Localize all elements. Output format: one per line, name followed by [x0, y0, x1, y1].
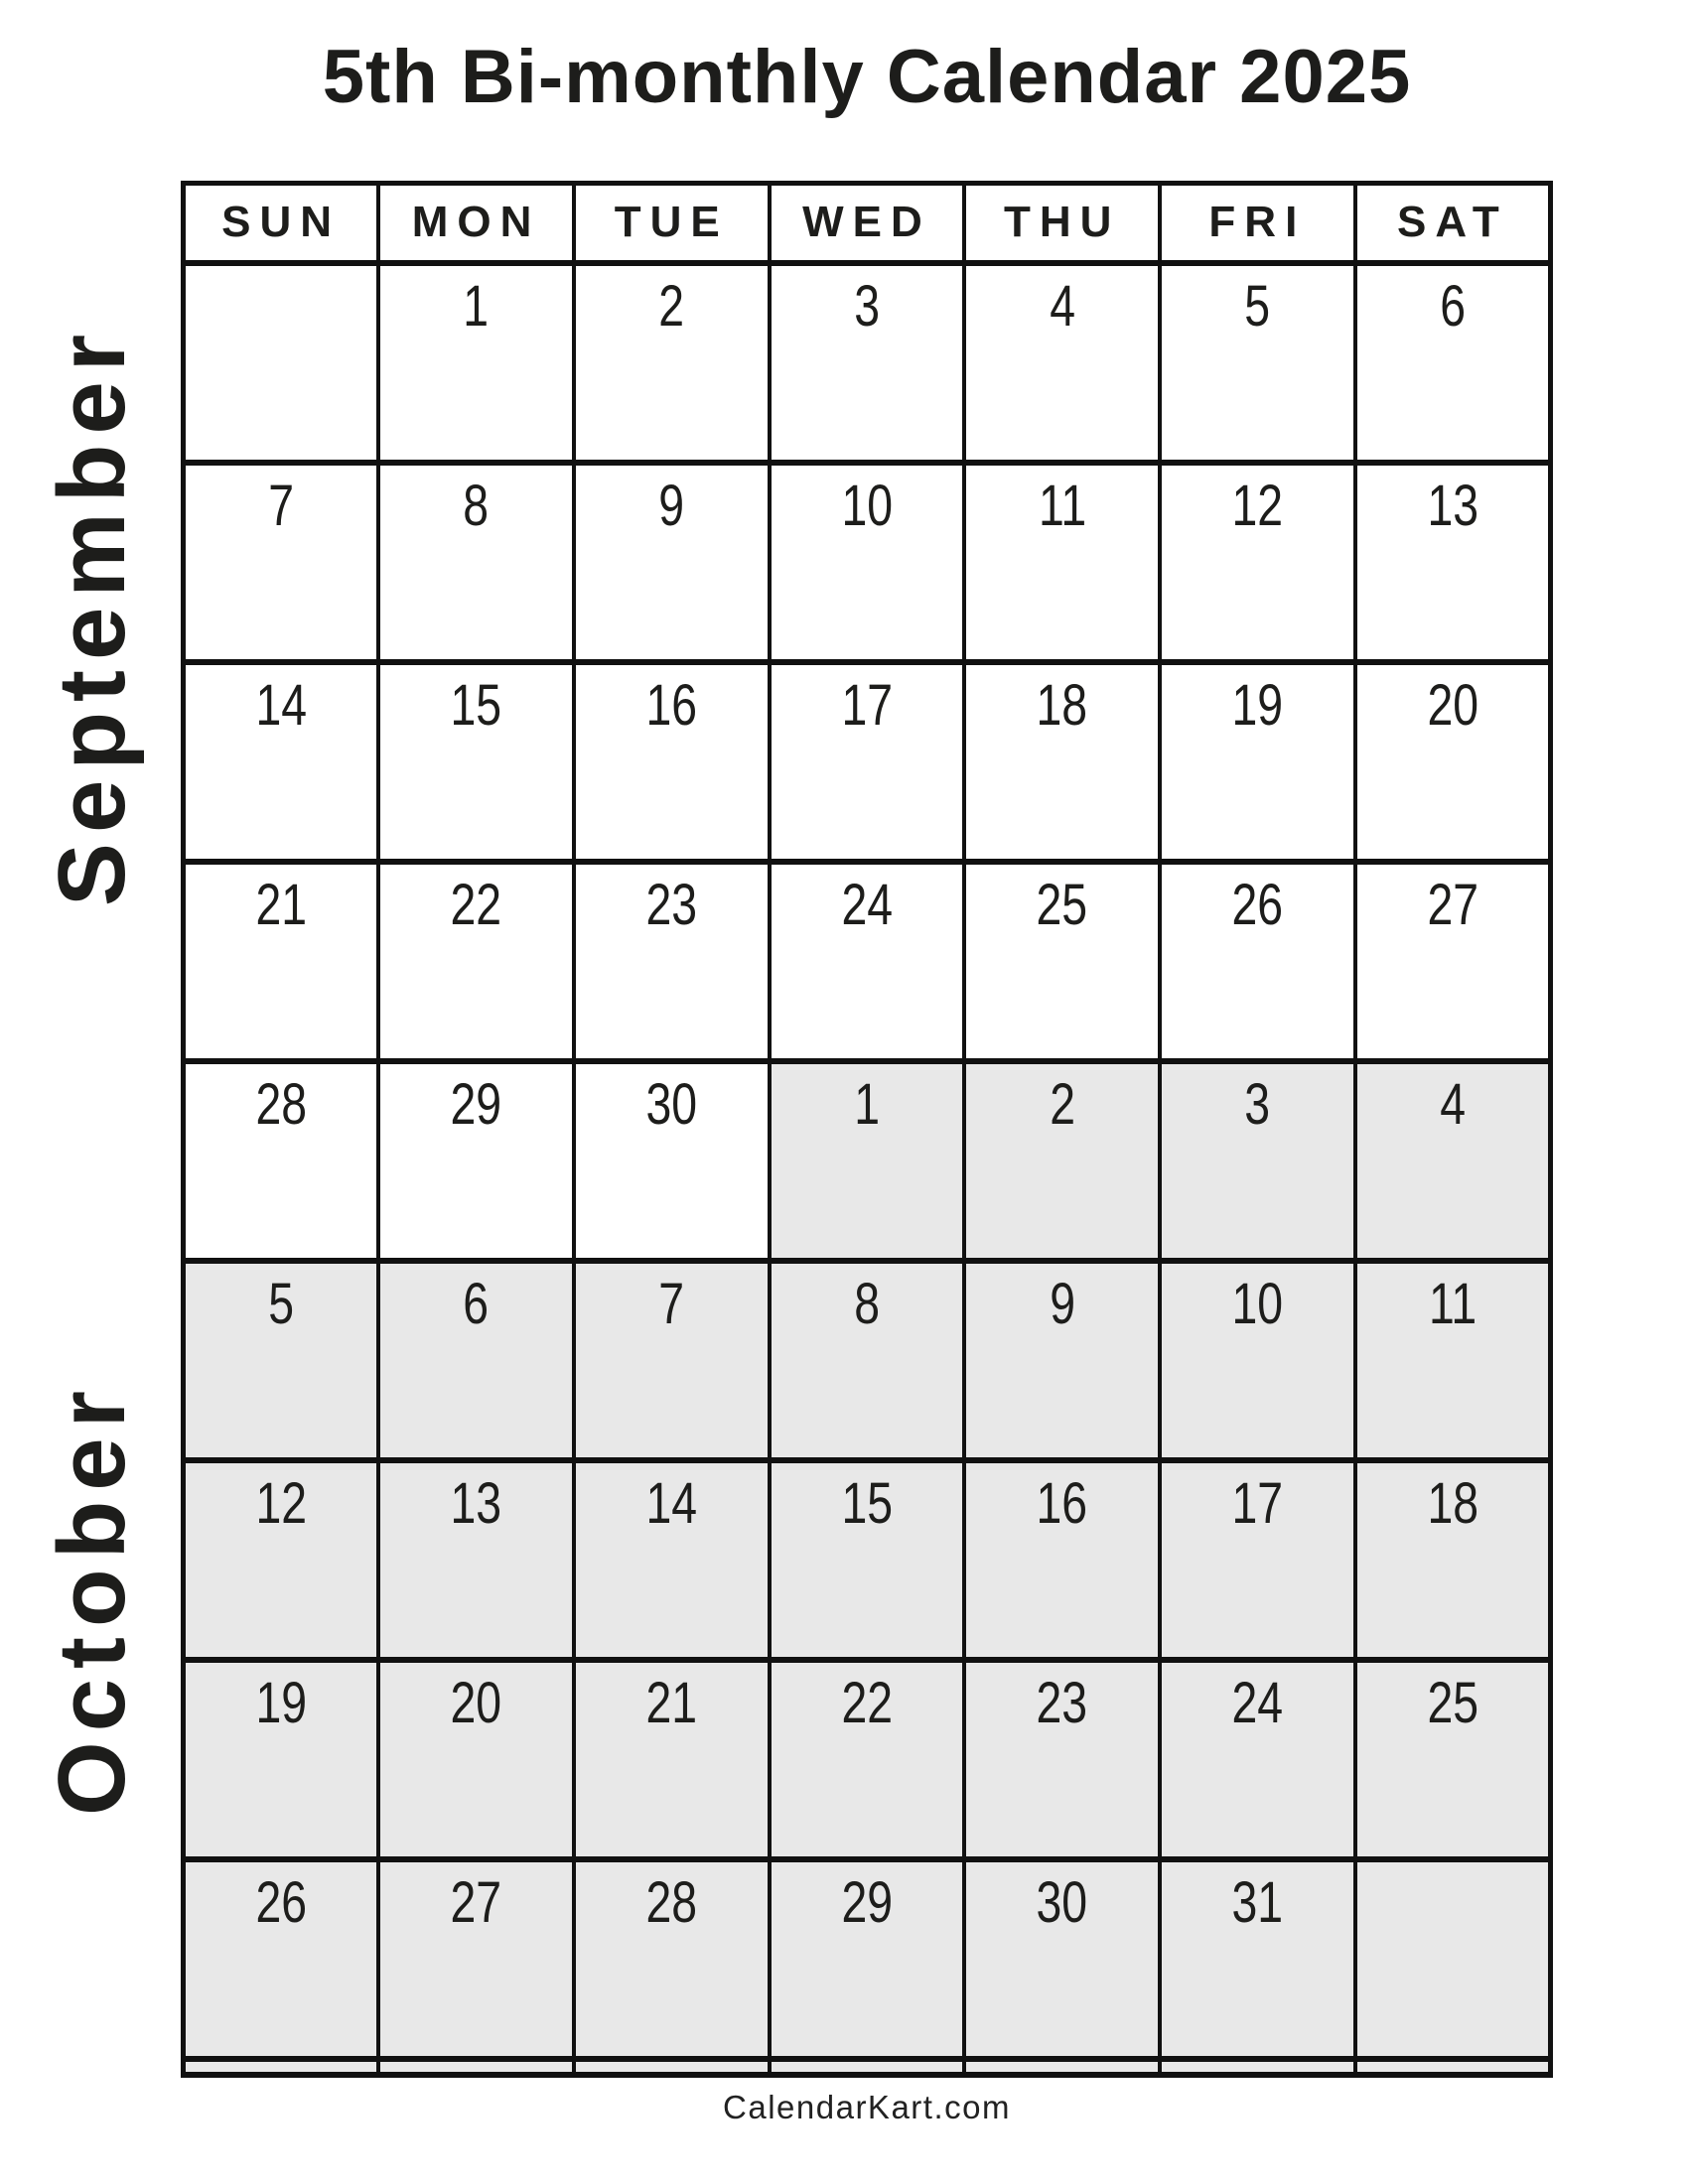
day-cell-october-12	[184, 1460, 379, 1660]
day-cell-october-7	[574, 1261, 770, 1460]
day-cell-september-23	[574, 862, 770, 1061]
day-number: 21	[255, 872, 307, 937]
day-cell-september-27	[1355, 862, 1551, 1061]
day-number: 7	[268, 473, 295, 538]
day-number: 15	[450, 672, 502, 738]
day-number: 28	[255, 1071, 307, 1137]
day-number: 8	[854, 1271, 880, 1336]
day-number: 4	[1049, 273, 1075, 339]
day-cell-september-25	[964, 862, 1160, 1061]
day-number: 6	[1439, 273, 1466, 339]
day-cell-empty	[1160, 2059, 1355, 2075]
day-cell-september-14	[184, 662, 379, 862]
day-cell-october-13	[378, 1460, 574, 1660]
day-number: 13	[1427, 473, 1478, 538]
day-cell-september-1	[378, 263, 574, 463]
weekday-header-thu: THU	[964, 184, 1160, 263]
day-cell-october-15	[770, 1460, 965, 1660]
day-cell-october-5	[184, 1261, 379, 1460]
weekday-header-fri: FRI	[1160, 184, 1355, 263]
day-cell-empty	[378, 2059, 574, 2075]
day-number: 29	[450, 1071, 502, 1137]
page-title: 5th Bi-monthly Calendar 2025	[322, 35, 1412, 119]
day-number: 23	[1036, 1670, 1088, 1735]
week-row	[184, 1261, 1551, 1460]
day-cell-empty	[184, 2059, 379, 2075]
day-number: 28	[645, 1870, 698, 1935]
day-number: 16	[645, 672, 698, 738]
week-row	[184, 2059, 1551, 2075]
week-row	[184, 263, 1551, 463]
week-row	[184, 463, 1551, 662]
day-number: 6	[463, 1271, 490, 1336]
weekday-header-wed: WED	[770, 184, 965, 263]
day-cell-september-13	[1355, 463, 1551, 662]
day-number: 5	[1244, 273, 1271, 339]
day-cell-empty	[964, 2059, 1160, 2075]
weekday-header-tue: TUE	[574, 184, 770, 263]
day-number: 1	[854, 1071, 880, 1137]
day-cell-september-10	[770, 463, 965, 662]
day-number: 18	[1036, 672, 1088, 738]
week-row	[184, 1660, 1551, 1859]
week-row	[184, 1859, 1551, 2059]
day-cell-empty	[1355, 1859, 1551, 2059]
day-number: 27	[450, 1870, 502, 1935]
day-number: 30	[1036, 1870, 1088, 1935]
day-cell-october-3	[1160, 1061, 1355, 1261]
day-cell-october-9	[964, 1261, 1160, 1460]
day-number: 3	[1244, 1071, 1271, 1137]
day-cell-october-30	[964, 1859, 1160, 2059]
day-number: 11	[1428, 1271, 1477, 1336]
day-number: 1	[463, 273, 490, 339]
day-cell-september-19	[1160, 662, 1355, 862]
day-number: 19	[255, 1670, 307, 1735]
day-number: 11	[1038, 473, 1086, 538]
day-cell-september-29	[378, 1061, 574, 1261]
day-cell-september-24	[770, 862, 965, 1061]
day-number: 10	[841, 473, 893, 538]
day-number: 14	[255, 672, 307, 738]
week-row	[184, 1061, 1551, 1261]
day-cell-empty	[1355, 2059, 1551, 2075]
day-cell-empty	[770, 2059, 965, 2075]
month-label-september: September	[39, 324, 145, 907]
day-number: 10	[1231, 1271, 1284, 1336]
day-cell-october-27	[378, 1859, 574, 2059]
day-number: 22	[450, 872, 502, 937]
day-number: 20	[450, 1670, 502, 1735]
day-cell-september-20	[1355, 662, 1551, 862]
day-cell-september-9	[574, 463, 770, 662]
day-cell-october-18	[1355, 1460, 1551, 1660]
day-cell-october-14	[574, 1460, 770, 1660]
day-cell-october-10	[1160, 1261, 1355, 1460]
day-number: 24	[1231, 1670, 1284, 1735]
day-cell-october-26	[184, 1859, 379, 2059]
weekday-header-mon: MON	[378, 184, 574, 263]
day-number: 16	[1036, 1470, 1088, 1536]
day-number: 26	[255, 1870, 307, 1935]
day-number: 31	[1231, 1870, 1284, 1935]
day-cell-october-4	[1355, 1061, 1551, 1261]
day-cell-october-21	[574, 1660, 770, 1859]
day-cell-september-11	[964, 463, 1160, 662]
day-number: 5	[268, 1271, 295, 1336]
day-cell-october-22	[770, 1660, 965, 1859]
day-number: 19	[1231, 672, 1284, 738]
day-number: 21	[645, 1670, 698, 1735]
day-number: 14	[645, 1470, 698, 1536]
day-number: 27	[1427, 872, 1478, 937]
day-cell-october-20	[378, 1660, 574, 1859]
day-cell-september-3	[770, 263, 965, 463]
day-number: 9	[658, 473, 685, 538]
day-cell-september-17	[770, 662, 965, 862]
day-number: 22	[841, 1670, 893, 1735]
day-number: 2	[658, 273, 685, 339]
day-cell-october-25	[1355, 1660, 1551, 1859]
day-cell-october-28	[574, 1859, 770, 2059]
day-cell-september-26	[1160, 862, 1355, 1061]
footer-site-name: CalendarKart.com	[723, 2089, 1011, 2125]
day-cell-october-1	[770, 1061, 965, 1261]
day-number: 24	[841, 872, 893, 937]
day-cell-september-5	[1160, 263, 1355, 463]
day-number: 29	[841, 1870, 893, 1935]
day-cell-september-28	[184, 1061, 379, 1261]
day-cell-september-7	[184, 463, 379, 662]
day-number: 17	[1231, 1470, 1284, 1536]
week-row	[184, 662, 1551, 862]
day-number: 4	[1439, 1071, 1466, 1137]
day-number: 17	[841, 672, 893, 738]
day-cell-september-4	[964, 263, 1160, 463]
day-cell-october-2	[964, 1061, 1160, 1261]
bimonthly-calendar-table	[181, 181, 1553, 2078]
day-cell-september-8	[378, 463, 574, 662]
day-number: 25	[1427, 1670, 1478, 1735]
day-number: 13	[450, 1470, 502, 1536]
day-cell-september-21	[184, 862, 379, 1061]
week-row	[184, 862, 1551, 1061]
day-number: 23	[645, 872, 698, 937]
day-cell-september-12	[1160, 463, 1355, 662]
day-cell-october-17	[1160, 1460, 1355, 1660]
day-cell-october-16	[964, 1460, 1160, 1660]
weekday-header-sun: SUN	[184, 184, 379, 263]
day-cell-september-15	[378, 662, 574, 862]
day-number: 2	[1049, 1071, 1075, 1137]
day-cell-september-6	[1355, 263, 1551, 463]
day-number: 7	[658, 1271, 685, 1336]
day-cell-october-6	[378, 1261, 574, 1460]
week-row	[184, 1460, 1551, 1660]
day-number: 8	[463, 473, 490, 538]
day-cell-september-22	[378, 862, 574, 1061]
day-cell-september-30	[574, 1061, 770, 1261]
month-label-october: October	[39, 1380, 145, 1817]
day-number: 26	[1231, 872, 1284, 937]
day-number: 15	[841, 1470, 893, 1536]
day-number: 12	[255, 1470, 307, 1536]
weekday-header-sat: SAT	[1355, 184, 1551, 263]
weekday-header-row	[184, 184, 1551, 263]
day-cell-october-8	[770, 1261, 965, 1460]
day-number: 3	[854, 273, 880, 339]
day-cell-october-23	[964, 1660, 1160, 1859]
day-number: 12	[1231, 473, 1284, 538]
day-cell-october-11	[1355, 1261, 1551, 1460]
day-number: 18	[1427, 1470, 1478, 1536]
day-number: 30	[645, 1071, 698, 1137]
day-cell-empty	[574, 2059, 770, 2075]
day-cell-september-18	[964, 662, 1160, 862]
day-number: 9	[1049, 1271, 1075, 1336]
day-cell-october-31	[1160, 1859, 1355, 2059]
calendar-body	[184, 263, 1551, 2076]
day-cell-september-16	[574, 662, 770, 862]
day-cell-october-24	[1160, 1660, 1355, 1859]
day-number: 20	[1427, 672, 1478, 738]
day-number: 25	[1036, 872, 1088, 937]
day-cell-october-19	[184, 1660, 379, 1859]
day-cell-empty	[184, 263, 379, 463]
day-cell-september-2	[574, 263, 770, 463]
day-cell-october-29	[770, 1859, 965, 2059]
